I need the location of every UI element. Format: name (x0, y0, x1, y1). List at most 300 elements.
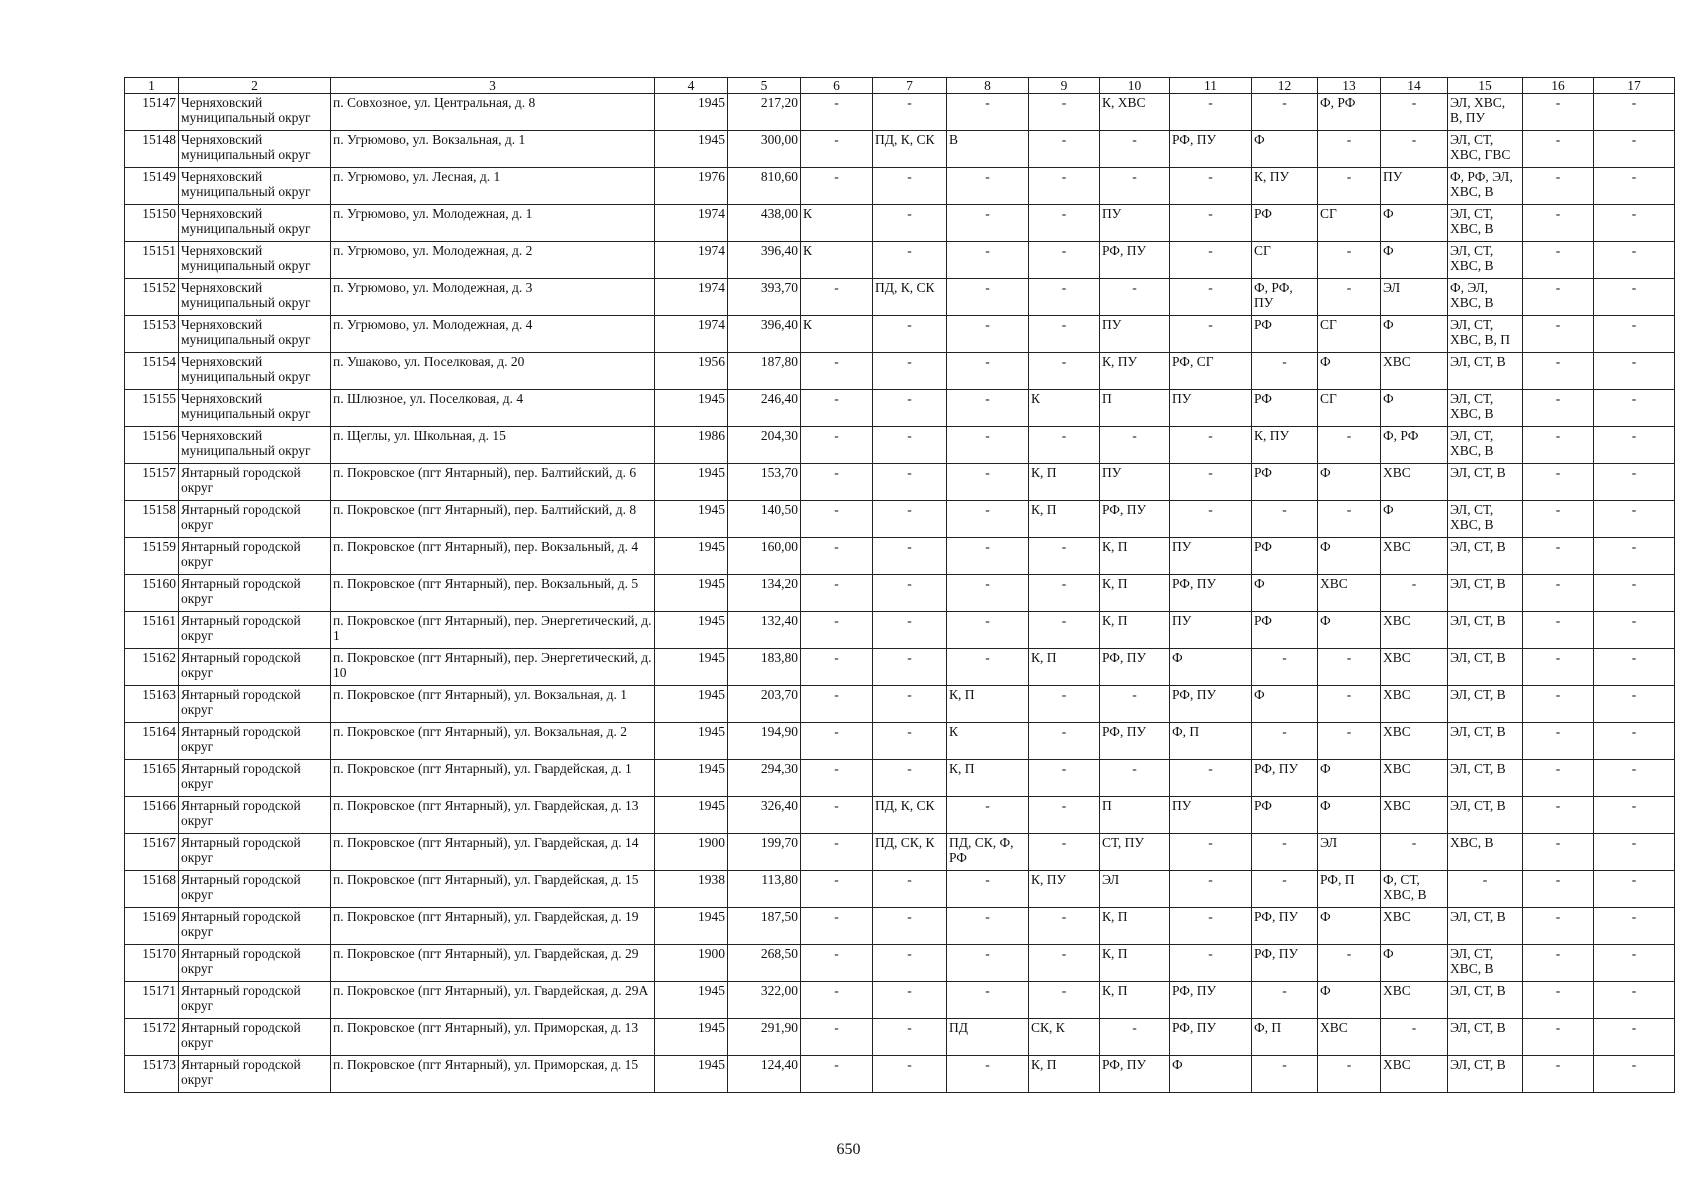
table-cell: К, П (1100, 612, 1170, 649)
table-cell: 153,70 (728, 464, 801, 501)
table-cell: - (1318, 686, 1381, 723)
table-cell: К, ПУ (1252, 168, 1318, 205)
table-cell: 15169 (125, 908, 179, 945)
table-cell: 15168 (125, 871, 179, 908)
table-cell: - (1170, 242, 1252, 279)
table-cell: Ф (1318, 908, 1381, 945)
table-cell: - (1100, 427, 1170, 464)
table-cell: - (873, 945, 947, 982)
table-cell: - (947, 1056, 1029, 1093)
table-cell: 132,40 (728, 612, 801, 649)
column-header: 4 (655, 78, 728, 94)
table-cell: - (1523, 390, 1594, 427)
table-cell: - (1318, 1056, 1381, 1093)
column-header: 2 (179, 78, 331, 94)
table-cell: п. Покровское (пгт Янтарный), ул. Гвардейская, д. 15 (331, 871, 655, 908)
table-cell: ЭЛ, СТ, ХВС, В (1448, 501, 1523, 538)
table-cell: 1945 (655, 723, 728, 760)
table-cell: - (1170, 871, 1252, 908)
table-cell: 1945 (655, 538, 728, 575)
table-cell: Янтарный городской округ (179, 464, 331, 501)
table-cell: ПУ (1381, 168, 1448, 205)
table-cell: ПД (947, 1019, 1029, 1056)
table-cell: РФ (1252, 390, 1318, 427)
table-cell: 1945 (655, 612, 728, 649)
table-cell: - (1594, 131, 1675, 168)
table-cell: РФ (1252, 797, 1318, 834)
table-cell: - (801, 982, 873, 1019)
table-cell: Янтарный городской округ (179, 723, 331, 760)
table-cell: ПД, СК, К (873, 834, 947, 871)
table-cell: п. Щеглы, ул. Школьная, д. 15 (331, 427, 655, 464)
table-cell: - (1594, 279, 1675, 316)
table-cell: ХВС (1381, 1056, 1448, 1093)
table-cell: - (1523, 94, 1594, 131)
table-cell: ЭЛ (1100, 871, 1170, 908)
table-cell: - (947, 205, 1029, 242)
table-cell: ХВС (1318, 1019, 1381, 1056)
table-cell: ЭЛ, СТ, В (1448, 353, 1523, 390)
table-cell: 203,70 (728, 686, 801, 723)
table-cell: - (1594, 242, 1675, 279)
table-cell: - (873, 1019, 947, 1056)
table-cell: Ф, П (1252, 1019, 1318, 1056)
table-cell: Черняховский муниципальный округ (179, 353, 331, 390)
table-cell: ХВС (1381, 982, 1448, 1019)
table-cell: - (801, 760, 873, 797)
table-cell: ХВС (1381, 464, 1448, 501)
table-cell: - (801, 1056, 873, 1093)
table-cell: 1945 (655, 131, 728, 168)
table-cell: К, П (947, 686, 1029, 723)
table-cell: - (1594, 353, 1675, 390)
table-cell: СТ, ПУ (1100, 834, 1170, 871)
table-cell: Черняховский муниципальный округ (179, 131, 331, 168)
table-cell: - (1029, 242, 1100, 279)
table-cell: - (1029, 131, 1100, 168)
table-cell: 1986 (655, 427, 728, 464)
table-row (125, 427, 1675, 464)
table-cell: - (1029, 538, 1100, 575)
table-cell: Ф, РФ (1318, 94, 1381, 131)
table-cell: - (801, 612, 873, 649)
table-row (125, 538, 1675, 575)
table-cell: 1945 (655, 760, 728, 797)
table-cell: Ф, РФ, ПУ (1252, 279, 1318, 316)
table-cell: Ф (1318, 982, 1381, 1019)
table-row (125, 316, 1675, 353)
table-cell: - (1318, 945, 1381, 982)
table-cell: - (947, 316, 1029, 353)
table-row (125, 131, 1675, 168)
table-cell: К, П (1029, 649, 1100, 686)
table-cell: 326,40 (728, 797, 801, 834)
table-cell: п. Покровское (пгт Янтарный), ул. Приморская, д. 15 (331, 1056, 655, 1093)
table-cell: - (1523, 1019, 1594, 1056)
table-cell: - (1594, 871, 1675, 908)
table-cell: - (947, 390, 1029, 427)
table-cell: РФ, ПУ (1170, 575, 1252, 612)
table-cell: - (1100, 279, 1170, 316)
table-cell: п. Покровское (пгт Янтарный), ул. Вокзальная, д. 2 (331, 723, 655, 760)
table-cell: - (1523, 945, 1594, 982)
table-cell: п. Покровское (пгт Янтарный), ул. Гвардейская, д. 29А (331, 982, 655, 1019)
table-cell: К, ХВС (1100, 94, 1170, 131)
table-cell: ХВС (1381, 538, 1448, 575)
table-cell: - (873, 575, 947, 612)
table-row (125, 168, 1675, 205)
table-cell: ЭЛ, СТ, В (1448, 908, 1523, 945)
table-cell: п. Покровское (пгт Янтарный), пер. Балтийский, д. 8 (331, 501, 655, 538)
table-cell: - (947, 908, 1029, 945)
table-cell: - (801, 797, 873, 834)
table-cell: - (1523, 723, 1594, 760)
column-header: 10 (1100, 78, 1170, 94)
table-cell: ЭЛ, СТ, ХВС, ГВС (1448, 131, 1523, 168)
table-cell: - (1029, 982, 1100, 1019)
table-cell: - (801, 945, 873, 982)
table-cell: 291,90 (728, 1019, 801, 1056)
table-cell: - (801, 908, 873, 945)
table-cell: К (947, 723, 1029, 760)
table-row (125, 982, 1675, 1019)
table-cell: СГ (1252, 242, 1318, 279)
table-cell: ЭЛ, СТ, В (1448, 538, 1523, 575)
column-header: 9 (1029, 78, 1100, 94)
table-cell: 15171 (125, 982, 179, 1019)
table-cell: 15157 (125, 464, 179, 501)
table-cell: п. Покровское (пгт Янтарный), пер. Балтийский, д. 6 (331, 464, 655, 501)
table-cell: РФ, ПУ (1100, 649, 1170, 686)
table-cell: ЭЛ, СТ, В (1448, 686, 1523, 723)
table-cell: 194,90 (728, 723, 801, 760)
table-cell: - (1594, 723, 1675, 760)
table-cell: Ф, СТ, ХВС, В (1381, 871, 1448, 908)
table-cell: - (873, 427, 947, 464)
table-cell: п. Покровское (пгт Янтарный), ул. Приморская, д. 13 (331, 1019, 655, 1056)
table-cell: К, П (1029, 464, 1100, 501)
table-cell: - (1523, 242, 1594, 279)
table-cell: - (1170, 834, 1252, 871)
table-cell: - (1318, 723, 1381, 760)
table-cell: - (1523, 1056, 1594, 1093)
table-cell: - (1594, 390, 1675, 427)
table-cell: Ф (1318, 760, 1381, 797)
table-cell: - (1029, 168, 1100, 205)
table-cell: - (1029, 427, 1100, 464)
table-cell: - (873, 871, 947, 908)
table-cell: 134,20 (728, 575, 801, 612)
table-cell: РФ, ПУ (1100, 1056, 1170, 1093)
table-cell: 15167 (125, 834, 179, 871)
table-cell: - (1170, 168, 1252, 205)
table-cell: ЭЛ, СТ, В (1448, 649, 1523, 686)
table-cell: РФ (1252, 464, 1318, 501)
table-cell: Ф (1252, 686, 1318, 723)
table-cell: - (1381, 575, 1448, 612)
table-cell: РФ, ПУ (1100, 501, 1170, 538)
table-cell: - (1318, 242, 1381, 279)
header-row (125, 78, 1675, 94)
table-cell: п. Шлюзное, ул. Поселковая, д. 4 (331, 390, 655, 427)
table-cell: - (801, 390, 873, 427)
table-cell: Черняховский муниципальный округ (179, 94, 331, 131)
table-row (125, 908, 1675, 945)
table-cell: 187,50 (728, 908, 801, 945)
table-cell: - (873, 94, 947, 131)
table-row (125, 871, 1675, 908)
table-cell: РФ, ПУ (1252, 945, 1318, 982)
table-cell: - (1029, 316, 1100, 353)
table-cell: Черняховский муниципальный округ (179, 427, 331, 464)
table-cell: п. Покровское (пгт Янтарный), пер. Вокзальный, д. 4 (331, 538, 655, 575)
table-row (125, 649, 1675, 686)
table-cell: ЭЛ, СТ, ХВС, В (1448, 390, 1523, 427)
table-cell: СГ (1318, 390, 1381, 427)
table-cell: - (801, 279, 873, 316)
table-cell: 204,30 (728, 427, 801, 464)
table-cell: - (873, 464, 947, 501)
table-cell: - (873, 908, 947, 945)
table-row (125, 1056, 1675, 1093)
table-cell: 1900 (655, 945, 728, 982)
table-cell: - (1100, 686, 1170, 723)
table-cell: РФ (1252, 205, 1318, 242)
table-cell: 1945 (655, 94, 728, 131)
table-cell: 15149 (125, 168, 179, 205)
table-cell: 1945 (655, 1056, 728, 1093)
table-cell: СК, К (1029, 1019, 1100, 1056)
table-cell: 393,70 (728, 279, 801, 316)
table-row (125, 797, 1675, 834)
table-cell: - (1523, 131, 1594, 168)
table-cell: - (1448, 871, 1523, 908)
table-cell: - (1594, 501, 1675, 538)
table-cell: Ф, РФ, ЭЛ, ХВС, В (1448, 168, 1523, 205)
table-cell: - (1594, 575, 1675, 612)
table-cell: - (1170, 908, 1252, 945)
table-cell: - (1252, 982, 1318, 1019)
table-cell: - (801, 575, 873, 612)
table-cell: 396,40 (728, 316, 801, 353)
table-cell: - (873, 353, 947, 390)
table-cell: - (1594, 649, 1675, 686)
column-header: 15 (1448, 78, 1523, 94)
table-cell: СГ (1318, 316, 1381, 353)
table-cell: - (1170, 427, 1252, 464)
table-cell: РФ, ПУ (1170, 131, 1252, 168)
table-cell: - (1170, 760, 1252, 797)
table-cell: - (1318, 427, 1381, 464)
table-cell: ЭЛ, СТ, ХВС, В (1448, 242, 1523, 279)
table-cell: - (1029, 612, 1100, 649)
table-cell: п. Покровское (пгт Янтарный), ул. Гвардейская, д. 13 (331, 797, 655, 834)
table-cell: - (801, 94, 873, 131)
table-cell: - (1594, 1019, 1675, 1056)
table-row (125, 501, 1675, 538)
column-header: 7 (873, 78, 947, 94)
column-header: 13 (1318, 78, 1381, 94)
table-cell: - (1523, 686, 1594, 723)
table-cell: - (801, 1019, 873, 1056)
table-cell: ЭЛ (1381, 279, 1448, 316)
table-cell: ХВС (1381, 353, 1448, 390)
table-cell: - (1029, 908, 1100, 945)
table-cell: - (1029, 353, 1100, 390)
table-cell: - (947, 612, 1029, 649)
table-cell: Ф (1170, 1056, 1252, 1093)
table-cell: п. Угрюмово, ул. Молодежная, д. 1 (331, 205, 655, 242)
table-cell: - (1381, 131, 1448, 168)
table-cell: ХВС (1381, 908, 1448, 945)
table-cell: К, П (1029, 501, 1100, 538)
table-cell: 1945 (655, 1019, 728, 1056)
table-cell: ПУ (1100, 464, 1170, 501)
table-cell: - (873, 390, 947, 427)
table-cell: 15158 (125, 501, 179, 538)
table-row (125, 464, 1675, 501)
table-cell: - (801, 834, 873, 871)
table-cell: - (1170, 279, 1252, 316)
column-header: 1 (125, 78, 179, 94)
table-row (125, 1019, 1675, 1056)
table-cell: - (873, 612, 947, 649)
table-cell: - (1029, 797, 1100, 834)
table-row (125, 353, 1675, 390)
table-cell: Ф (1381, 242, 1448, 279)
table-cell: - (1318, 279, 1381, 316)
table-cell: ПД, К, СК (873, 797, 947, 834)
table-cell: Янтарный городской округ (179, 538, 331, 575)
table-cell: - (873, 982, 947, 1019)
table-cell: Янтарный городской округ (179, 982, 331, 1019)
table-cell: 15160 (125, 575, 179, 612)
table-row (125, 945, 1675, 982)
table-cell: - (947, 242, 1029, 279)
table-cell: - (873, 501, 947, 538)
table-cell: Ф (1381, 501, 1448, 538)
table-cell: ХВС, В (1448, 834, 1523, 871)
table-cell: - (1594, 168, 1675, 205)
table-cell: ХВС (1381, 686, 1448, 723)
column-header: 3 (331, 78, 655, 94)
table-cell: РФ, ПУ (1252, 760, 1318, 797)
table-cell: - (873, 649, 947, 686)
table-cell: - (1318, 168, 1381, 205)
table-cell: - (1594, 760, 1675, 797)
table-cell: - (1170, 94, 1252, 131)
table-cell: - (1523, 982, 1594, 1019)
table-cell: ЭЛ, СТ, ХВС, В, П (1448, 316, 1523, 353)
table-cell: - (1170, 945, 1252, 982)
table-cell: - (947, 94, 1029, 131)
table-cell: 15164 (125, 723, 179, 760)
table-cell: - (801, 649, 873, 686)
table-cell: РФ, ПУ (1170, 1019, 1252, 1056)
table-cell: 15173 (125, 1056, 179, 1093)
table-cell: 1974 (655, 279, 728, 316)
table-cell: Черняховский муниципальный округ (179, 279, 331, 316)
table-cell: Черняховский муниципальный округ (179, 316, 331, 353)
table-cell: ПУ (1170, 797, 1252, 834)
table-cell: - (1029, 834, 1100, 871)
table-cell: 294,30 (728, 760, 801, 797)
table-row (125, 390, 1675, 427)
table-cell: - (947, 945, 1029, 982)
table-cell: Ф (1381, 205, 1448, 242)
table-cell: 15162 (125, 649, 179, 686)
table-cell: Черняховский муниципальный округ (179, 205, 331, 242)
table-cell: 15153 (125, 316, 179, 353)
table-cell: ЭЛ, ХВС, В, ПУ (1448, 94, 1523, 131)
table-cell: Ф (1318, 797, 1381, 834)
table-cell: 1900 (655, 834, 728, 871)
table-cell: - (873, 1056, 947, 1093)
table-cell: РФ, П (1318, 871, 1381, 908)
column-header: 17 (1594, 78, 1675, 94)
table-cell: - (1029, 575, 1100, 612)
table-cell: 15155 (125, 390, 179, 427)
table-cell: П (1100, 390, 1170, 427)
table-cell: - (1170, 316, 1252, 353)
table-cell: - (801, 168, 873, 205)
table-cell: 15165 (125, 760, 179, 797)
table-cell: 1945 (655, 390, 728, 427)
table-cell: Ф (1318, 538, 1381, 575)
table-row (125, 760, 1675, 797)
table-cell: - (1594, 316, 1675, 353)
table-cell: К (801, 316, 873, 353)
table-cell: - (873, 242, 947, 279)
table-cell: - (1594, 686, 1675, 723)
table-cell: - (1252, 649, 1318, 686)
table-cell: Ф (1252, 575, 1318, 612)
table-row (125, 94, 1675, 131)
table-cell: - (947, 353, 1029, 390)
table-cell: - (947, 279, 1029, 316)
table-cell: 15148 (125, 131, 179, 168)
table-cell: 187,80 (728, 353, 801, 390)
table-cell: - (801, 871, 873, 908)
table-cell: п. Покровское (пгт Янтарный), ул. Гвардейская, д. 14 (331, 834, 655, 871)
table-cell: 1974 (655, 205, 728, 242)
table-cell: - (1318, 501, 1381, 538)
table-cell: - (873, 168, 947, 205)
table-cell: - (947, 649, 1029, 686)
column-header: 16 (1523, 78, 1594, 94)
table-cell: Ф (1381, 390, 1448, 427)
table-cell: ПД, К, СК (873, 131, 947, 168)
table-cell: 15151 (125, 242, 179, 279)
table-cell: 15161 (125, 612, 179, 649)
table-cell: п. Покровское (пгт Янтарный), ул. Гвардейская, д. 1 (331, 760, 655, 797)
table-cell: Ф, ЭЛ, ХВС, В (1448, 279, 1523, 316)
table-cell: - (947, 797, 1029, 834)
table-row (125, 575, 1675, 612)
table-cell: - (1318, 131, 1381, 168)
table-cell: ЭЛ, СТ, ХВС, В (1448, 945, 1523, 982)
table-cell: - (1523, 797, 1594, 834)
table-cell: СГ (1318, 205, 1381, 242)
table-row (125, 205, 1675, 242)
table-cell: - (1523, 427, 1594, 464)
table-cell: Янтарный городской округ (179, 649, 331, 686)
table-cell: ХВС (1381, 649, 1448, 686)
table-cell: ЭЛ, СТ, В (1448, 1056, 1523, 1093)
table-cell: РФ, СГ (1170, 353, 1252, 390)
table-cell: ПД, СК, Ф, РФ (947, 834, 1029, 871)
table-cell: п. Покровское (пгт Янтарный), пер. Вокзальный, д. 5 (331, 575, 655, 612)
